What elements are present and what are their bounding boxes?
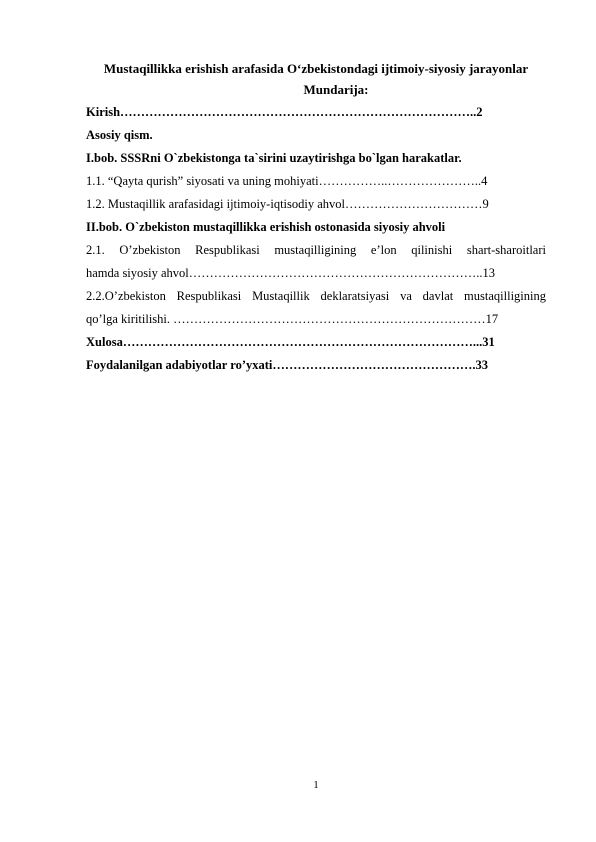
toc-entry-section-2-1-line-2: hamda siyosiy ahvol……………………………………………………………..13 [86, 266, 496, 280]
toc-entry-section-2-2-line-2: qo’lga kiritilishi. …………………………………………………………………17 [86, 312, 499, 326]
page-number: 1 [313, 779, 319, 791]
toc-entry-chapter-1: I.bob. SSSRni O`zbekistonga ta`sirini uzaytirishga bo`lgan harakatlar. [86, 151, 462, 165]
toc-entry-kirish: Kirish…………………………………………………………………………..2 [86, 105, 483, 119]
toc-entry-adabiyotlar: Foydalanilgan adabiyotlar ro’yxati………………………………………….33 [86, 358, 488, 372]
toc-entry-xulosa: Xulosa…………………………………………………………………………...31 [86, 335, 495, 349]
page-content [86, 59, 546, 377]
toc-entry-chapter-2: II.bob. O`zbekiston mustaqillikka erishish ostonasida siyosiy ahvoli [86, 220, 446, 234]
document-title: Mustaqillikka erishish arafasida O‘zbekistondagi ijtimoiy-siyosiy jarayonlar [103, 61, 529, 76]
toc-heading: Mundarija: [303, 82, 369, 97]
toc-entry-section-2-2-line-1: 2.2.O’zbekiston Respublikasi Mustaqillik deklaratsiyasi va davlat mustaqilligining [86, 289, 546, 303]
toc-entry-section-1-1: 1.1. “Qayta qurish” siyosati va uning mohiyati……………..…………………..4 [86, 174, 488, 188]
toc-entry-asosiy-qism: Asosiy qism. [86, 128, 153, 142]
toc-entry-section-2-1-line-1: 2.1. O’zbekiston Respublikasi mustaqilligining e’lon qilinishi shart-sharoitlari [86, 243, 546, 257]
toc-entry-section-1-2: 1.2. Mustaqillik arafasidagi ijtimoiy-iqtisodiy ahvol……………………………9 [86, 197, 489, 211]
